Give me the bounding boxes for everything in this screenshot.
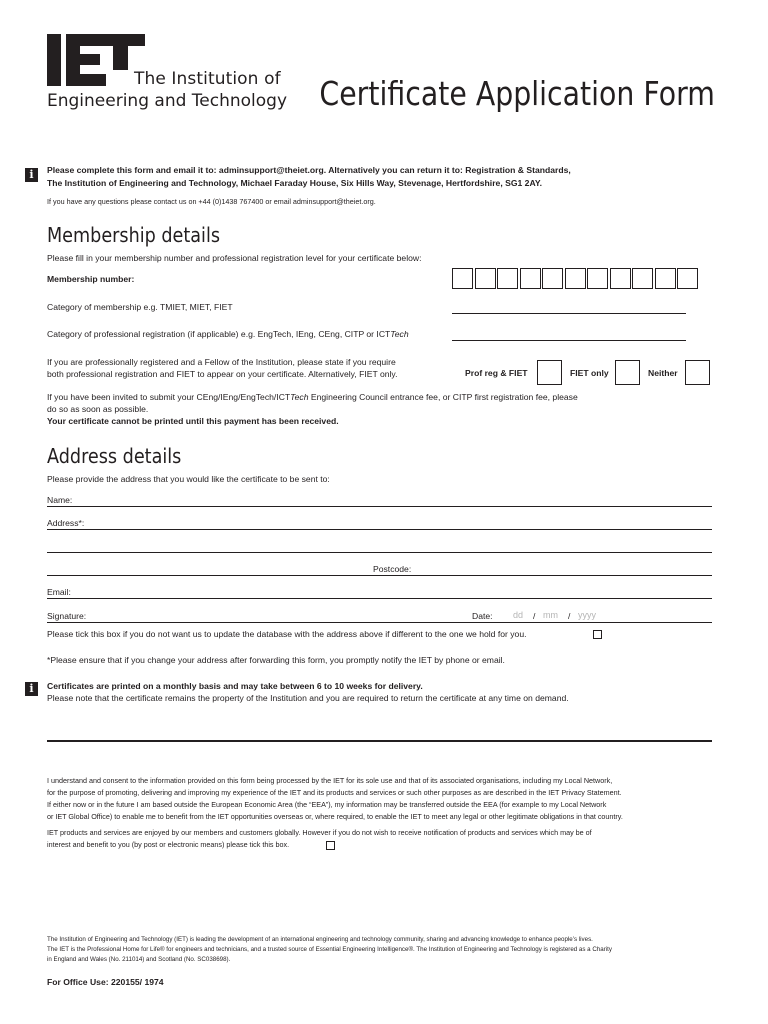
fellow-line1: If you are professionally registered and a Fellow of the Institution, please state if you require xyxy=(47,357,396,367)
signature-label: Signature: xyxy=(47,611,87,621)
membership-number-digit-box[interactable] xyxy=(632,268,653,289)
fellow-line2: both professional registration and FIET to appear on your certificate. Alternatively, FIET only. xyxy=(47,369,398,379)
membership-number-digit-box[interactable] xyxy=(677,268,698,289)
option-fiet-only-box[interactable] xyxy=(615,360,640,385)
consent-line4: or IET Global Office) to enable me to benefit from the IET opportunities overseas or, where required, to enable the IET to meet any legal or other legitimate obligations in that country. xyxy=(47,812,623,821)
name-label: Name: xyxy=(47,495,73,505)
email-input[interactable] xyxy=(47,598,712,599)
marketing-line1: IET products and services are enjoyed by our members and customers globally. However if you do not wish to receive notification of products and services which may be of xyxy=(47,828,592,837)
signature-line[interactable] xyxy=(47,622,712,623)
section-divider xyxy=(47,740,712,742)
invite-line2: do so as soon as possible. xyxy=(47,404,149,414)
option-neither-box[interactable] xyxy=(685,360,710,385)
option-prof-fiet-label: Prof reg & FIET xyxy=(465,368,528,378)
name-input[interactable] xyxy=(47,506,712,507)
invite-line1: If you have been invited to submit your CEng/IEng/EngTech/ICTTech Engineering Council entrance fee, or CITP first registration fee, please xyxy=(47,392,578,402)
logo-text-line2: Engineering and Technology xyxy=(47,91,288,111)
intro-line2: The Institution of Engineering and Technology, Michael Faraday House, Six Hills Way, Stevenage, Hertfordshire, SG1 2AY. xyxy=(47,178,543,188)
postcode-label: Postcode: xyxy=(373,564,412,574)
membership-number-digit-box[interactable] xyxy=(452,268,473,289)
option-prof-fiet-box[interactable] xyxy=(537,360,562,385)
membership-number-digit-box[interactable] xyxy=(587,268,608,289)
info-icon: i xyxy=(25,168,38,182)
address-label: Address*: xyxy=(47,518,85,528)
membership-number-digit-box[interactable] xyxy=(610,268,631,289)
logo-text-line1: The Institution of xyxy=(134,69,281,89)
prof-category-label: Category of professional registration (if applicable) e.g. EngTech, IEng, CEng, CITP or ICTTech xyxy=(47,329,409,339)
date-mm-input[interactable]: mm xyxy=(543,610,558,620)
date-yyyy-input[interactable]: yyyy xyxy=(578,610,596,620)
option-neither-label: Neither xyxy=(648,368,678,378)
footer-line2: The IET is the Professional Home for Life® for engineers and technicians, and a trusted source of Essential Engineering Intelligence®. The Institution of Engineering and Technology is registered as a Charity xyxy=(47,946,612,953)
consent-line1: I understand and consent to the information provided on this form being processed by the IET for its sole use and that of its associated organisations, including my Local Network, xyxy=(47,776,613,785)
date-separator-1: / xyxy=(533,611,536,621)
date-dd-input[interactable]: dd xyxy=(513,610,524,620)
address-input-line2[interactable] xyxy=(47,552,712,553)
membership-number-digit-box[interactable] xyxy=(520,268,541,289)
membership-number-digit-box[interactable] xyxy=(655,268,676,289)
membership-instruction: Please fill in your membership number and professional registration level for your certificate below: xyxy=(47,253,422,263)
marketing-line2: interest and benefit to you (by post or electronic means) please tick this box. xyxy=(47,840,290,849)
address-input-line1[interactable] xyxy=(47,529,712,530)
info-icon: i xyxy=(25,682,38,696)
membership-category-input[interactable] xyxy=(452,313,686,314)
footer-line1: The Institution of Engineering and Technology (IET) is leading the development of an international engineering and technology community, sharing and advancing knowledge to enhance people’s lives. xyxy=(47,936,593,943)
payment-warning: Your certificate cannot be printed until this payment has been received. xyxy=(47,416,339,426)
email-label: Email: xyxy=(47,587,71,597)
option-fiet-only-label: FIET only xyxy=(570,368,609,378)
postcode-input[interactable] xyxy=(47,575,712,576)
membership-category-label: Category of membership e.g. TMIET, MIET, FIET xyxy=(47,302,233,312)
date-label: Date: xyxy=(472,611,493,621)
membership-number-digit-box[interactable] xyxy=(542,268,563,289)
prof-category-input[interactable] xyxy=(452,340,686,341)
membership-number-boxes xyxy=(452,268,698,289)
address-change-notice: *Please ensure that if you change your address after forwarding this form, you promptly notify the IET by phone or email. xyxy=(47,655,505,665)
intro-contact: If you have any questions please contact us on +44 (0)1438 767400 or email adminsupport@theiet.org. xyxy=(47,197,376,206)
no-update-checkbox[interactable] xyxy=(593,630,602,639)
membership-heading: Membership details xyxy=(47,223,221,247)
iet-logo xyxy=(47,34,145,86)
consent-line3: If either now or in the future I am based outside the European Economic Area (the “EEA”), my information may be transferred outside the EEA (for example to my Local Network xyxy=(47,800,607,809)
no-update-text: Please tick this box if you do not want us to update the database with the address above if different to the one we hold for you. xyxy=(47,629,527,639)
footer-line3: in England and Wales (No. 211014) and Scotland (No. SC038698). xyxy=(47,956,231,963)
certificate-property-note: Please note that the certificate remains the property of the Institution and you are required to return the certificate at any time on demand. xyxy=(47,693,569,703)
date-separator-2: / xyxy=(568,611,571,621)
membership-number-label: Membership number: xyxy=(47,274,135,284)
printing-notice: Certificates are printed on a monthly basis and may take between 6 to 10 weeks for delivery. xyxy=(47,681,423,691)
membership-number-digit-box[interactable] xyxy=(475,268,496,289)
address-heading: Address details xyxy=(47,444,182,468)
membership-number-digit-box[interactable] xyxy=(497,268,518,289)
page-title: Certificate Application Form xyxy=(319,74,715,113)
marketing-optout-checkbox[interactable] xyxy=(326,841,335,850)
membership-number-digit-box[interactable] xyxy=(565,268,586,289)
consent-line2: for the purpose of promoting, delivering and improving my experience of the IET and its products and services or such other purposes as are described in the IET Privacy Statement. xyxy=(47,788,622,797)
intro-line1: Please complete this form and email it to: adminsupport@theiet.org. Alternatively you can return it to: Registration & Standards, xyxy=(47,165,571,175)
office-use: For Office Use: 220155/ 1974 xyxy=(47,977,164,987)
address-instruction: Please provide the address that you would like the certificate to be sent to: xyxy=(47,474,330,484)
